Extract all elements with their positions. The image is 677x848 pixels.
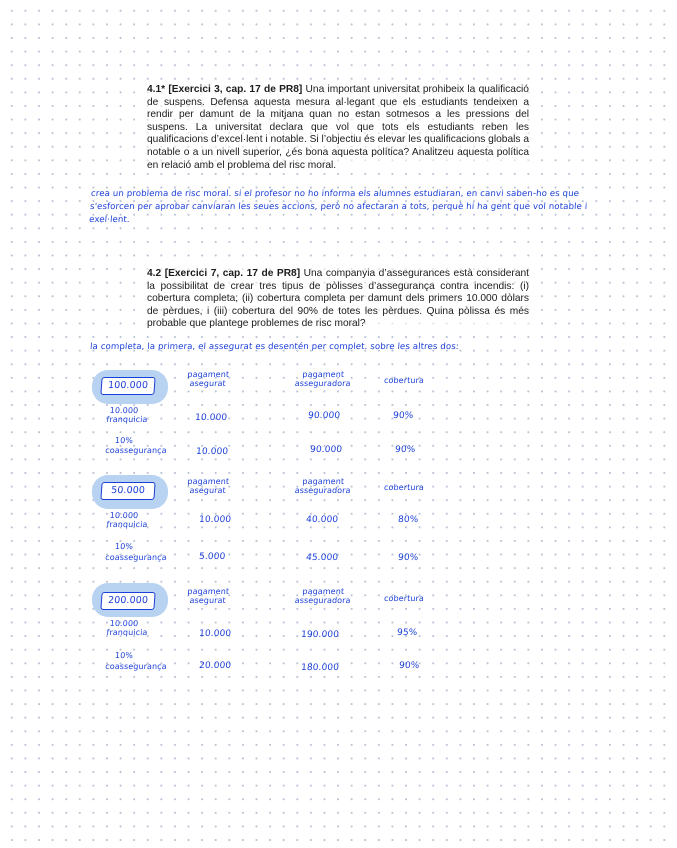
franchise-paid-insurer: 190.000 [300,630,340,640]
franchise-amount-label: 10.000 [109,406,139,415]
franchise-paid-insurer: 40.000 [305,515,339,525]
franchise-paid-insured: 10.000 [198,629,232,639]
franchise-paid-insured: 10.000 [198,515,232,525]
question-4-2-heading: 4.2 [Exercici 7, cap. 17 de PR8] [147,268,301,279]
column-label-coverage: cobertura [383,483,425,492]
question-4-1-body: Una important universitat prohibeix la qualificació de suspens. Defensa aquesta mesura al·legant que els estudiants tendeixen a rendir per damunt de la mitjana quan no estan sotmesos a les pressions del suspens. La universitat declara que vol que tots els estudiants reben les qualificacions d’excel·lent i notable. Si l’objectiu és elevar les qualificacions globals a notable o a un nivell superior, ¿és bona aquesta política? Analitzeu aquesta política en relació amb el problema del risc moral. [147,84,529,171]
coinsurance-paid-insurer: 180.000 [300,663,340,673]
franchise-paid-insurer: 90.000 [307,411,341,421]
answer-4-2-handwritten: la completa, la primera, el assegurat es desentén per complet. sobre les altres dos: [89,342,460,352]
coinsurance-coverage: 90% [398,661,420,671]
column-label-coverage: cobertura [383,594,425,603]
insured-value-box: 100.000 [100,377,155,395]
question-4-2-body: Una companyia d’assegurances està considerant la possibilitat de crear tres tipus de pòlisses d’assegurança contra incendis: (i) cobertura completa; (ii) cobertura completa per damunt dels primers 10.000 dòlars de pèrdues, i (iii) cobertura del 90% de totes les pèrdues. Quina pòlissa és més probable que plantege problemes de risc moral? [147,268,529,330]
column-label-paid-insurer: pagament asseguradora [294,370,351,388]
column-label-paid-insurer: pagament asseguradora [294,587,351,605]
franchise-amount-label: 10.000 [109,619,139,628]
question-4-1 [147,84,529,172]
coinsurance-row-label: coassegurança [104,446,168,455]
coinsurance-pct-label: 10% [114,436,134,445]
coinsurance-paid-insured: 10.000 [195,447,229,457]
coinsurance-pct-label: 10% [114,651,134,660]
franchise-coverage: 95% [396,628,418,638]
question-4-1-heading: 4.1* [Exercici 3, cap. 17 de PR8] [147,84,303,95]
question-4-2 [147,268,529,331]
column-label-paid-insured: pagament asegurat [187,587,230,605]
coinsurance-coverage: 90% [394,445,416,455]
column-label-paid-insured: pagament asegurat [187,477,230,495]
franchise-coverage: 90% [392,411,414,421]
franchise-amount-label: 10.000 [109,511,139,520]
coinsurance-paid-insured: 20.000 [198,661,232,671]
insured-value-box: 50.000 [100,482,155,500]
franchise-row-label: franquicia [106,415,148,424]
franchise-paid-insured: 10.000 [194,413,228,423]
coinsurance-row-label: coassegurança [104,553,168,562]
coinsurance-paid-insurer: 90.000 [309,445,343,455]
column-label-paid-insurer: pagament asseguradora [294,477,351,495]
insured-value-box: 200.000 [100,592,155,610]
franchise-row-label: franquicia [106,520,148,529]
column-label-paid-insured: pagament asegurat [187,370,230,388]
franchise-row-label: franquicia [106,628,148,637]
coinsurance-pct-label: 10% [114,542,134,551]
column-label-coverage: cobertura [383,376,425,385]
answer-4-1-handwritten: crea un problema de risc moral. si el profesor no ho informa els alumnes estudiaran, en canvi saben-ho es que s'esforcen per aprobar canviaran les seues accions, però no afectaran a tots, perquè hi ha gent que vol notable i exel·lent. [88,189,588,225]
coinsurance-coverage: 90% [397,553,419,563]
coinsurance-paid-insurer: 45.000 [305,553,339,563]
franchise-coverage: 80% [397,515,419,525]
coinsurance-row-label: coassegurança [104,662,168,671]
coinsurance-paid-insured: 5.000 [198,552,226,562]
